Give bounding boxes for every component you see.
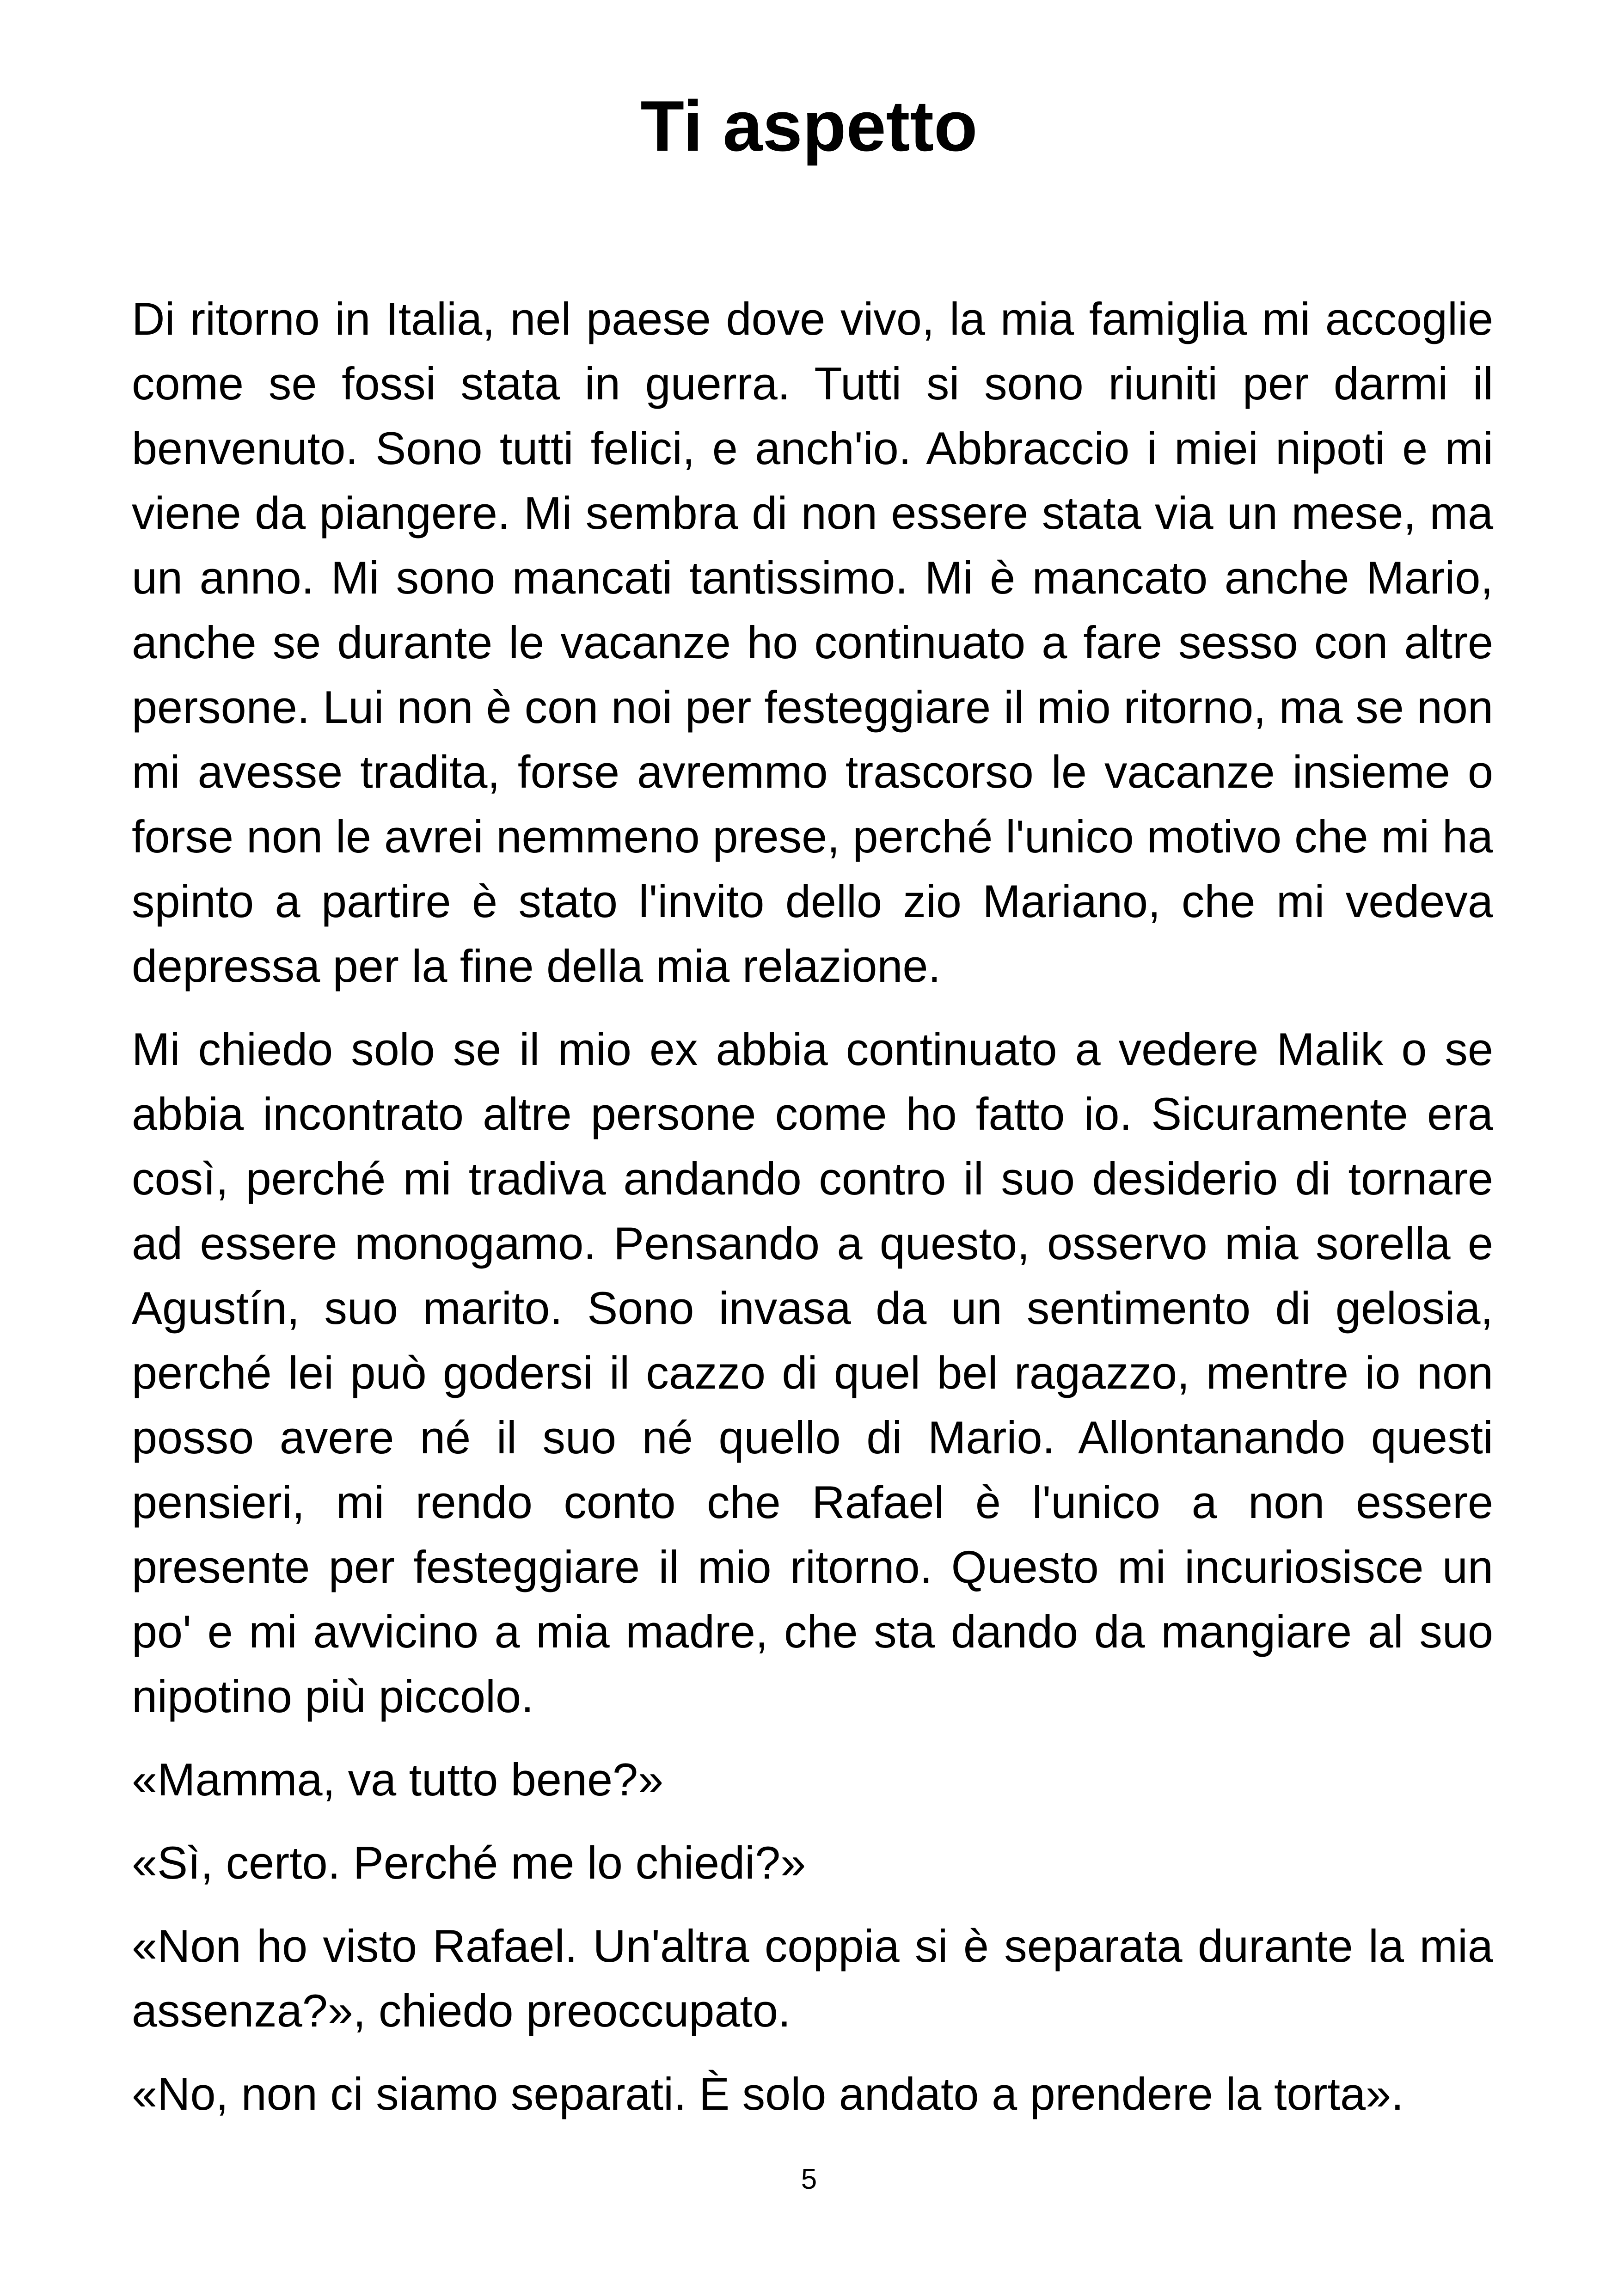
dialogue-line: «Mamma, va tutto bene?»: [132, 1754, 664, 1805]
dialogue-line: «No, non ci siamo separati. È solo andato a prendere la torta».: [132, 2068, 1404, 2119]
dialogue-line: «Sì, certo. Perché me lo chiedi?»: [132, 1837, 806, 1888]
page-number: 5: [801, 2163, 817, 2195]
chapter-title: Ti aspetto: [640, 86, 978, 166]
body-text: [132, 287, 1493, 2145]
paragraph: Di ritorno in Italia, nel paese dove vivo, la mia famiglia mi accoglie come se fossi stata in guerra. Tutti si sono riuniti per darmi il benvenuto. Sono tutti felici, e anch'io. Abbraccio i miei nipoti e mi viene da piangere. Mi sembra di non essere stata via un mese, ma un anno. Mi sono mancati tantissimo. Mi è mancato anche Mario, anche se durante le vacanze ho continuato a fare sesso con altre persone. Lui non è con noi per festeggiare il mio ritorno, ma se non mi avesse tradita, forse avremmo trascorso le vacanze insieme o forse non le avrei nemmeno prese, perché l'unico motivo che mi ha spinto a partire è stato l'invito dello zio Mariano, che mi vedeva depressa per la fine della mia relazione.: [132, 293, 1493, 992]
paragraph: Mi chiedo solo se il mio ex abbia continuato a vedere Malik o se abbia incontrato altre persone come ho fatto io. Sicuramente era così, perché mi tradiva andando contro il suo desiderio di tornare ad essere monogamo. Pensando a questo, osservo mia sorella e Agustín, suo marito. Sono invasa da un sentimento di gelosia, perché lei può godersi il cazzo di quel bel ragazzo, mentre io non posso avere né il suo né quello di Mario. Allontanando questi pensieri, mi rendo conto che Rafael è l'unico a non essere presente per festeggiare il mio ritorno. Questo mi incuriosisce un po' e mi avvicino a mia madre, che sta dando da mangiare al suo nipotino più piccolo.: [132, 1023, 1493, 1722]
dialogue-line: «Non ho visto Rafael. Un'altra coppia si è separata durante la mia assenza?», chiedo preoccupato.: [132, 1920, 1493, 2036]
